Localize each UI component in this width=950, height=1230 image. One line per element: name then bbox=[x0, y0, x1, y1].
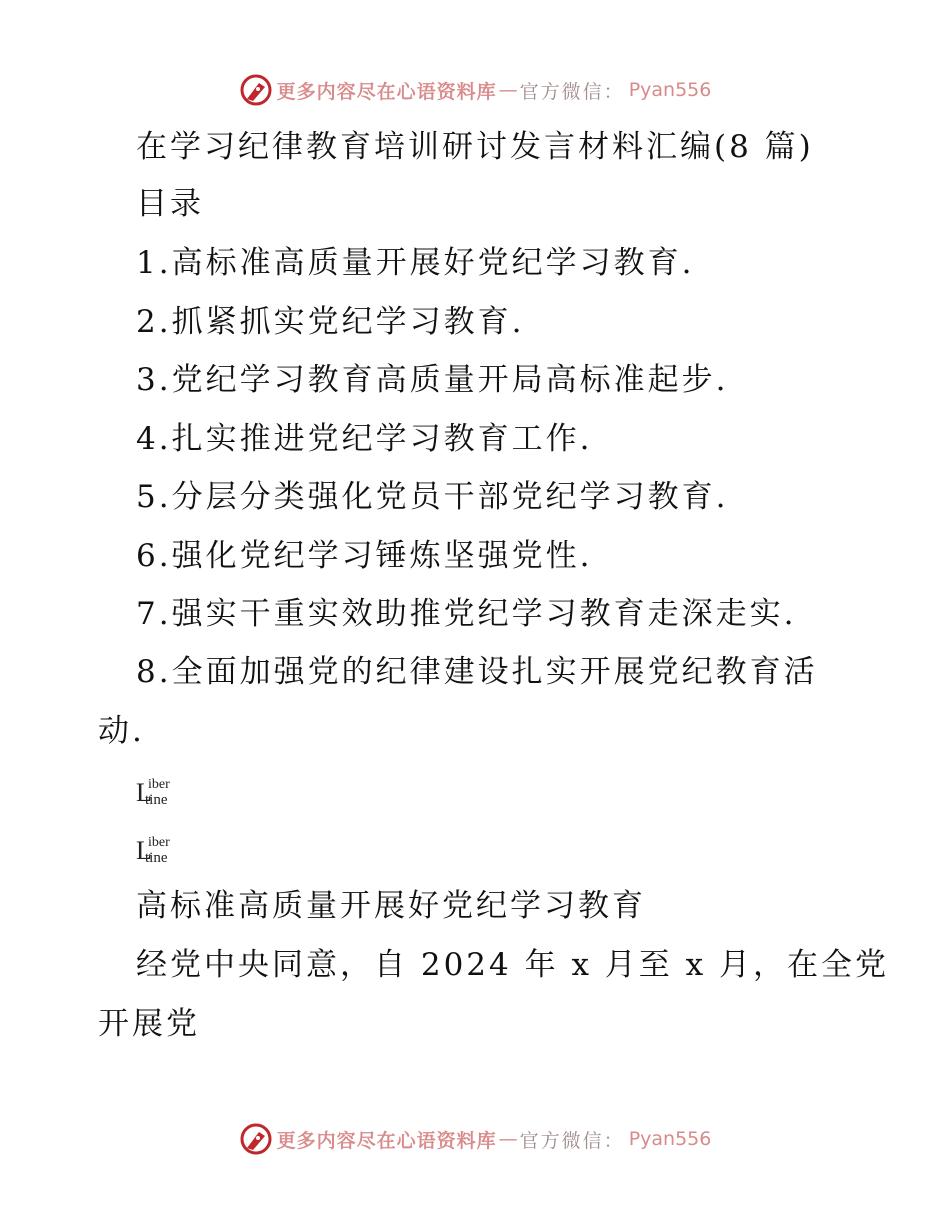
libertine-mark-2-big: L bbox=[136, 836, 152, 865]
toc-heading: 目录 bbox=[136, 186, 204, 222]
libertine-mark bbox=[136, 778, 196, 812]
footer-banner-colon: ： bbox=[603, 1129, 623, 1152]
footer-banner bbox=[0, 1119, 950, 1159]
toc-item-1: 1.高标准高质量开展好党纪学习教育. bbox=[136, 245, 695, 281]
banner-official-label: 官方微信 bbox=[519, 80, 604, 103]
libertine-mark-2-sub: tine bbox=[145, 850, 168, 866]
toc-item-3: 3.党纪学习教育高质量开局高标准起步. bbox=[136, 362, 729, 398]
pen-nib-logo-icon bbox=[239, 1122, 273, 1156]
banner-text: 更多内容尽在心语资料库 bbox=[276, 80, 497, 103]
document-title: 在学习纪律教育培训研讨发言材料汇编(8 篇) bbox=[136, 129, 814, 165]
toc-item-4: 4.扎实推进党纪学习教育工作. bbox=[136, 421, 593, 457]
libertine-mark-sub: tine bbox=[145, 792, 168, 808]
libertine-mark-2 bbox=[136, 836, 196, 870]
body-line-1: 经党中央同意，自 2024 年 x 月至 x 月，在全党 bbox=[136, 947, 889, 983]
footer-banner-official-label: 官方微信 bbox=[519, 1129, 604, 1152]
pen-nib-logo-icon bbox=[239, 73, 273, 107]
toc-item-8-continuation: 动. bbox=[98, 713, 145, 749]
banner-colon: ： bbox=[603, 80, 623, 103]
toc-item-2: 2.抓紧抓实党纪学习教育. bbox=[136, 304, 525, 340]
header-banner bbox=[0, 70, 950, 110]
toc-item-8: 8.全面加强党的纪律建设扎实开展党纪教育活 bbox=[136, 654, 818, 690]
libertine-mark-2-sup: iber bbox=[148, 835, 170, 850]
libertine-mark-big: L bbox=[136, 778, 152, 807]
body-line-2: 开展党 bbox=[98, 1006, 200, 1042]
toc-item-7: 7.强实干重实效助推党纪学习教育走深走实. bbox=[136, 596, 797, 632]
section-title: 高标准高质量开展好党纪学习教育 bbox=[136, 888, 646, 924]
toc-item-6: 6.强化党纪学习锤炼坚强党性. bbox=[136, 538, 593, 574]
banner-separator: — bbox=[498, 79, 518, 101]
banner-wechat-id: Pyan556 bbox=[628, 79, 712, 101]
footer-banner-text: 更多内容尽在心语资料库 bbox=[276, 1129, 497, 1152]
footer-banner-separator: — bbox=[498, 1128, 518, 1150]
toc-item-5: 5.分层分类强化党员干部党纪学习教育. bbox=[136, 479, 729, 515]
footer-banner-wechat-id: Pyan556 bbox=[628, 1128, 712, 1150]
libertine-mark-sup: iber bbox=[148, 777, 170, 792]
